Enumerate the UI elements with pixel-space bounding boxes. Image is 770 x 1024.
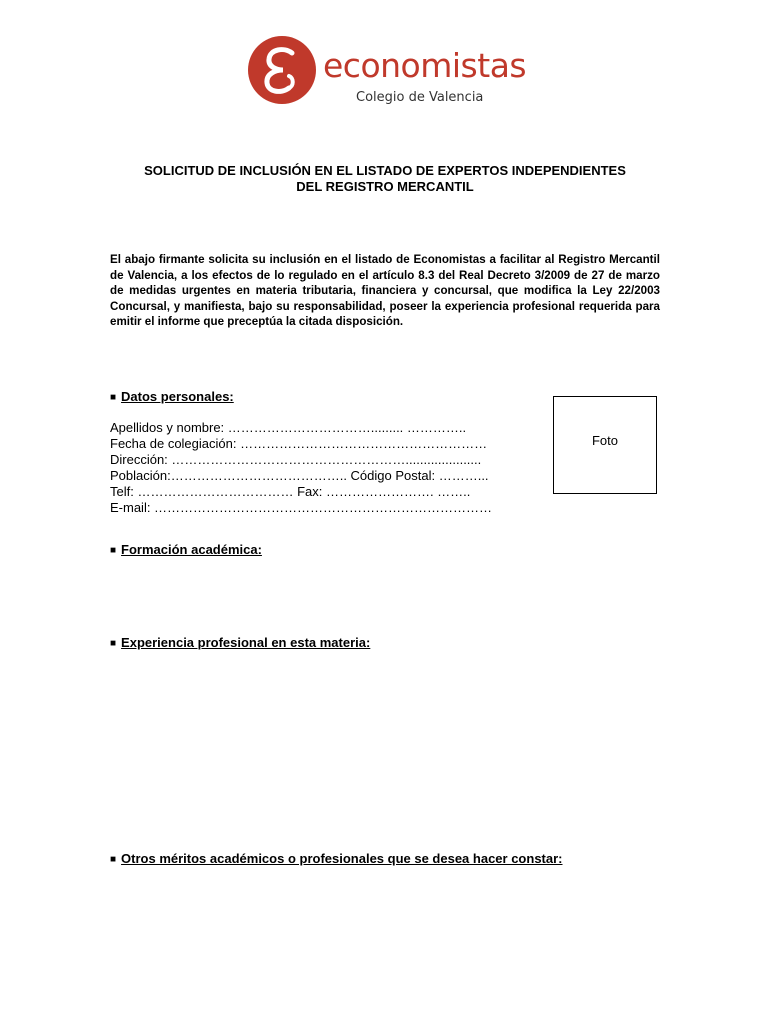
section-formacion bbox=[110, 542, 262, 557]
title-line-2: DEL REGISTRO MERCANTIL bbox=[296, 179, 474, 194]
bullet-icon: ■ bbox=[110, 854, 117, 865]
field-direccion[interactable]: Dirección: ………………………………………………..................... bbox=[110, 452, 482, 467]
intro-paragraph: El abajo firmante solicita su inclusión en el listado de Economistas a facilitar al Registro Mercantil de Valencia, a los efectos de lo regulado en el artículo 8.3 del Real Decreto 3/2009 de 27 de marzo de medidas urgentes en materia tributaria, financiera y concursal, que modifica la Ley 22/2003 Concursal, y manifiesta, bajo su responsabilidad, poseer la experiencia profesional requerida para emitir el informe que preceptúa la citada disposición. bbox=[110, 253, 660, 329]
field-telf-fax[interactable]: Telf: ……………………………… Fax: ……………………. …….. bbox=[110, 484, 471, 499]
section-datos-label: Datos personales: bbox=[121, 389, 234, 404]
field-apellidos[interactable]: Apellidos y nombre: ……………………………......... ………….. bbox=[110, 420, 467, 435]
section-experiencia-label: Experiencia profesional en esta materia: bbox=[121, 635, 371, 650]
section-experiencia bbox=[110, 635, 370, 650]
section-datos-personales bbox=[110, 389, 234, 404]
bullet-icon: ■ bbox=[110, 545, 117, 556]
logo-name: economistas bbox=[323, 46, 527, 85]
bullet-icon: ■ bbox=[110, 638, 117, 649]
field-fecha-colegiacion[interactable]: Fecha de colegiación: ………………………………………………… bbox=[110, 436, 488, 451]
logo-mark-icon bbox=[248, 36, 316, 104]
photo-box[interactable] bbox=[553, 396, 657, 494]
document-title bbox=[90, 163, 680, 195]
logo-subtitle: Colegio de Valencia bbox=[356, 90, 484, 105]
title-line-1: SOLICITUD DE INCLUSIÓN EN EL LISTADO DE EXPERTOS INDEPENDIENTES bbox=[144, 163, 626, 178]
field-email[interactable]: E-mail: …………………………………………………………………… bbox=[110, 500, 493, 515]
personal-fields bbox=[110, 420, 540, 516]
field-poblacion[interactable]: Población:………………………………….. Código Postal: ………... bbox=[110, 468, 489, 483]
section-otros-label: Otros méritos académicos o profesionales que se desea hacer constar: bbox=[121, 851, 563, 866]
photo-label: Foto bbox=[591, 433, 618, 448]
colegio-logo bbox=[248, 36, 548, 106]
section-otros-meritos bbox=[110, 851, 563, 866]
bullet-icon: ■ bbox=[110, 392, 117, 403]
section-formacion-label: Formación académica: bbox=[121, 542, 262, 557]
